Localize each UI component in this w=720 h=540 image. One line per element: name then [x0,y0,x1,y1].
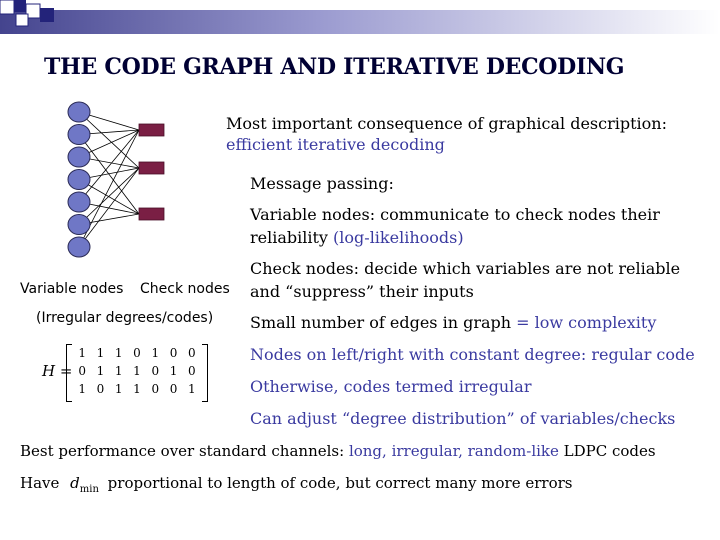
matrix-cell: 1 [133,382,141,396]
proportional-text: proportional to length of code, but correct many more errors [107,474,573,492]
matrix-cell: 1 [78,346,86,360]
best-performance-line [20,440,656,462]
dmin-d: d [70,474,80,492]
header-banner [0,0,720,36]
matrix-label: H = [42,362,73,380]
small-edges-text: Small number of edges in graph [250,313,517,332]
regular-code-bullet: Nodes on left/right with constant degree: regular code [250,345,695,364]
have-text: Have [20,474,60,492]
reliability-text: reliability [250,228,334,247]
matrix-cell: 0 [151,364,160,378]
matrix-cell: 1 [114,382,123,396]
variable-node [68,147,90,167]
variable-nodes-bullet-line-2 [250,227,464,249]
irregular-code-bullet: Otherwise, codes termed irregular [250,377,532,396]
matrix-cell: 0 [78,364,86,378]
intro-line-2: efficient iterative decoding [226,135,445,154]
message-passing-bullet: Message passing: [250,174,394,193]
matrix-cell: 0 [188,364,196,378]
log-likelihoods-text: (log-likelihoods) [333,228,464,247]
matrix-cell: 1 [96,346,105,360]
matrix-cell: 1 [169,364,178,378]
matrix-body [66,344,208,402]
matrix-cell: 1 [188,382,196,396]
intro-line-1: Most important consequence of graphical description: [226,114,667,133]
variable-node [68,102,90,122]
check-node [139,124,164,136]
variable-nodes-bullet-line-1: Variable nodes: communicate to check nodes their [250,205,660,224]
matrix-row [67,382,207,396]
matrix-cell: 1 [114,364,123,378]
matrix-cell: 1 [78,382,86,396]
dmin-subscript: min [79,484,99,495]
matrix-cell: 0 [96,382,105,396]
check-node [139,162,164,174]
matrix-cell: 0 [188,346,196,360]
graph-caption: (Irregular degrees/codes) [36,310,214,326]
parity-check-matrix [40,344,210,404]
page-title: THE CODE GRAPH AND ITERATIVE DECODING [44,54,625,80]
code-graph [60,98,190,268]
variable-node [68,125,90,145]
matrix-cell: 1 [96,364,105,378]
matrix-cell: 1 [133,364,141,378]
variable-nodes-label: Variable nodes [20,281,124,297]
ldpc-codes-text: LDPC codes [558,442,656,460]
variable-node [68,237,90,257]
check-node [139,208,164,220]
low-complexity-text: = low complexity [516,313,657,332]
check-nodes-label: Check nodes [140,281,230,297]
variable-node [68,192,90,212]
check-nodes-bullet-line-1: Check nodes: decide which variables are not reliable [250,259,681,278]
matrix-cell: 1 [114,346,123,360]
matrix-cell: 0 [169,346,178,360]
matrix-row [67,364,207,378]
matrix-cell: 0 [151,382,160,396]
check-nodes-bullet-line-2: and “suppress” their inputs [250,282,474,301]
small-edges-bullet [250,312,656,334]
matrix-cell: 0 [133,346,141,360]
matrix-cell: 1 [151,346,160,360]
variable-node [68,215,90,235]
best-performance-text: Best performance over standard channels: [20,442,349,460]
degree-distribution-bullet: Can adjust “degree distribution” of variables/checks [250,409,676,428]
dmin-symbol [70,474,99,495]
variable-node [68,170,90,190]
dmin-line [20,472,572,501]
matrix-row [67,346,207,360]
ldpc-properties-text: long, irregular, random-like [348,442,559,460]
matrix-cell: 0 [169,382,178,396]
